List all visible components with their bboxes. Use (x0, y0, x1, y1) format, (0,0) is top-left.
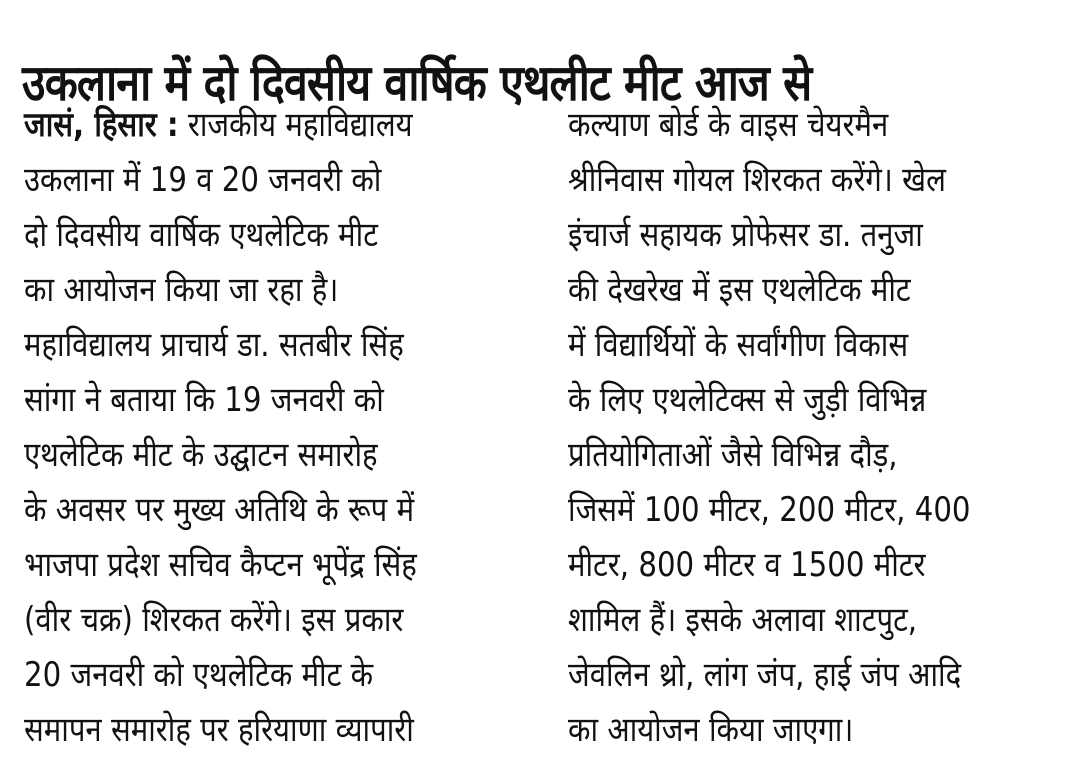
article-line: जेवलिन थ्रो, लांग जंप, हाई जंप आदि (568, 655, 962, 695)
article-line: दो दिवसीय वार्षिक एथलेटिक मीट (24, 215, 378, 255)
article-left-column (24, 98, 506, 758)
article-line: श्रीनिवास गोयल शिरकत करेंगे। खेल (568, 160, 946, 200)
article-line: का आयोजन किया जाएगा। (568, 710, 854, 750)
article-line: प्रतियोगिताओं जैसे विभिन्न दौड़, (568, 435, 898, 475)
article-line: उकलाना में 19 व 20 जनवरी को (24, 160, 382, 200)
article-line: इंचार्ज सहायक प्रोफेसर डा. तनुजा (568, 215, 923, 255)
article-line: की देखरेख में इस एथलेटिक मीट (568, 270, 911, 310)
dateline: जासं, हिसार : (24, 105, 179, 145)
article-line: सांगा ने बताया कि 19 जनवरी को (24, 380, 384, 420)
article-line-text: राजकीय महाविद्यालय (187, 105, 413, 145)
article-line: का आयोजन किया जा रहा है। (24, 270, 339, 310)
article-line: के अवसर पर मुख्य अतिथि के रूप में (24, 490, 415, 530)
article-right-column (568, 98, 1050, 758)
article-line: शामिल हैं। इसके अलावा शाटपुट, (568, 600, 918, 640)
article-line: भाजपा प्रदेश सचिव कैप्टन भूपेंद्र सिंह (24, 545, 417, 585)
article-line: मीटर, 800 मीटर व 1500 मीटर (568, 545, 926, 585)
article-line: 20 जनवरी को एथलेटिक मीट के (24, 655, 374, 695)
article-line: समापन समारोह पर हरियाणा व्यापारी (24, 710, 414, 750)
article-line: कल्याण बोर्ड के वाइस चेयरमैन (568, 105, 889, 145)
article-line: जिसमें 100 मीटर, 200 मीटर, 400 (568, 490, 971, 530)
article-line: में विद्यार्थियों के सर्वांगीण विकास (568, 325, 909, 365)
article-line: (वीर चक्र) शिरकत करेंगे। इस प्रकार (24, 600, 404, 640)
article-line: के लिए एथलेटिक्स से जुड़ी विभिन्न (568, 380, 927, 420)
article-line (24, 98, 506, 153)
article-line: एथलेटिक मीट के उद्घाटन समारोह (24, 435, 378, 475)
headline: उकलाना में दो दिवसीय वार्षिक एथलीट मीट आज से (22, 53, 812, 112)
article-line: महाविद्यालय प्राचार्य डा. सतबीर सिंह (24, 325, 404, 365)
